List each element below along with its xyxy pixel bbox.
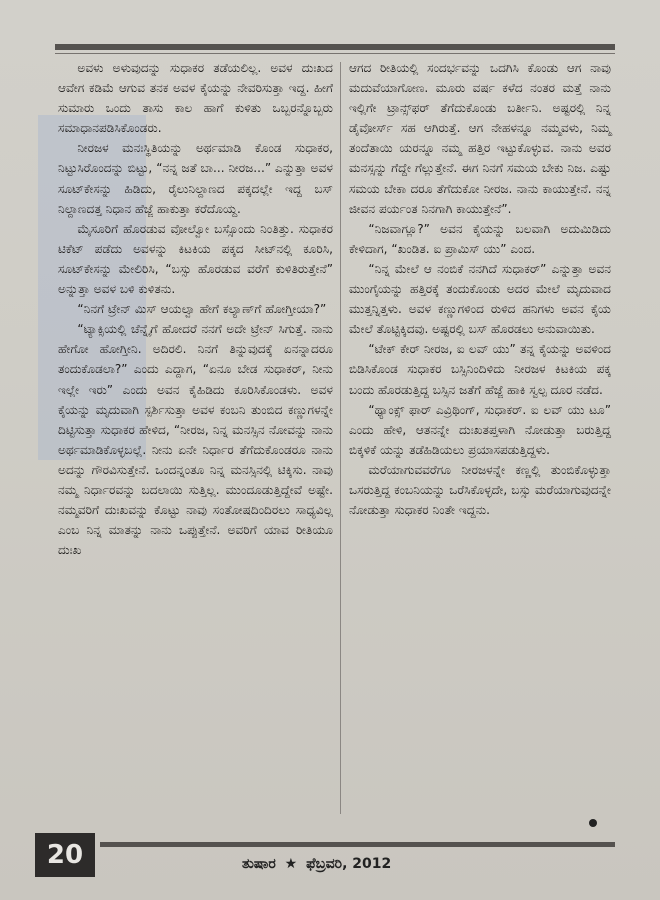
footer-line [242,856,395,872]
right-column [349,58,611,520]
paragraph: ಆಗದ ರೀತಿಯಲ್ಲಿ ಸಂದರ್ಭವನ್ನು ಒದಗಿಸಿ ಕೊಂಡು ಆಗ ನಾವು ಮದುವೆಯಾಗೋಣ. ಮೂರು ವರ್ಷ ಕಳೆದ ನಂತರ ಮತ್ತೆ ನಾನು ಇಲ್ಲಿಗೇ ಟ್ರಾನ್ಸ್‌ಫರ್ ತೆಗೆದುಕೊಂಡು ಬರ್ತೀನಿ. ಅಷ್ಟರಲ್ಲಿ ನಿನ್ನ ಡೈವೋರ್ಸ್ ಸಹ ಆಗಿರುತ್ತೆ. ಆಗ ನೇಹಳನ್ನೂ ನಮ್ಮವಳು, ನಿಮ್ಮ ತಂದೆತಾಯಿ ಯರನ್ನೂ ನಮ್ಮ ಹತ್ತಿರ ಇಟ್ಟುಕೊಳ್ಳುವ. ನಾನು ಅವರ ಮನಸ್ಸನ್ನು ಗೆದ್ದೇ ಗೆಲ್ಲುತ್ತೇನೆ. ಈಗ ನಿನಗೆ ಸಮಯ ಬೇಕು ನಿಜ. ಎಷ್ಟು ಸಮಯ ಬೇಕಾ ದರೂ ತೆಗೆದುಕೋ ನೀರಜ. ನಾನು ಕಾಯುತ್ತೇನೆ. ನನ್ನ ಜೀವನ ಪರ್ಯಂತ ನಿನಗಾಗಿ ಕಾಯುತ್ತೇನೆ”. [349,61,611,216]
paragraph: ಮೈಸೂರಿಗೆ ಹೊರಡುವ ವೋಲ್ವೋ ಬಸ್ಸೊಂದು ನಿಂತಿತ್ತು. ಸುಧಾಕರ ಟಿಕೆಟ್ ಪಡೆದು ಅವಳನ್ನು ಕಿಟಕಿಯ ಪಕ್ಕದ ಸೀಟ್‌ನಲ್ಲಿ ಕೂರಿಸಿ, ಸೂಟ್‌ಕೇಸನ್ನು ಮೇಲಿರಿಸಿ, “ಬಸ್ಸು ಹೊರಡುವ ವರೆಗೆ ಕುಳಿತಿರುತ್ತೇನೆ” ಅನ್ನುತ್ತಾ ಅವಳ ಬಳಿ ಕುಳಿತನು. [58,221,333,297]
page-number: 20 [35,833,95,877]
paragraph: “ನಿನಗೆ ಟ್ರೇನ್ ಮಿಸ್ ಆಯಲ್ವಾ ಹೇಗೆ ಕಲ್ಯಾಣ್‌ಗೆ ಹೋಗ್ತೀಯಾ?” [77,302,327,317]
end-of-story-bullet [589,819,597,827]
top-rule [55,44,615,50]
paragraph: “ನಿಜವಾಗ್ಲೂ?” ಅವನ ಕೈಯನ್ನು ಬಲವಾಗಿ ಅದುಮಿಡಿದು ಕೇಳಿದಾಗ, “ಖಂಡಿತ. ಐ ಪ್ರಾಮಿಸ್ ಯು” ಎಂದ. [349,221,611,256]
issue-date: ಫೆಬ್ರವರಿ, 2012 [306,856,392,872]
paragraph: ಮರೆಯಾಗುವವರೆಗೂ ನೀರಜಳನ್ನೇ ಕಣ್ಣಲ್ಲಿ ತುಂಬಿಕೊಳ್ಳುತ್ತಾ ಒಸರುತ್ತಿದ್ದ ಕಂಬನಿಯನ್ನು ಒರೆಸಿಕೊಳ್ಳದೇ, ಬಸ್ಸು ಮರೆಯಾಗುವುದನ್ನೇ ನೋಡುತ್ತಾ ಸುಧಾಕರ ನಿಂತೇ ಇದ್ದನು. [349,462,611,518]
paragraph: “ಟೇಕ್ ಕೇರ್ ನೀರಜ, ಐ ಲವ್ ಯು” ತನ್ನ ಕೈಯನ್ನು ಅವಳಿಂದ ಬಿಡಿಸಿಕೊಂಡ ಸುಧಾಕರ ಬಸ್ಸಿನಿಂದಿಳಿದು ನೀರಜಳ ಕಿಟಕಿಯ ಪಕ್ಕ ಬಂದು ಹೊರಡುತ್ತಿದ್ದ ಬಸ್ಸಿನ ಜತೆಗೆ ಹೆಜ್ಜೆ ಹಾಕಿ ಸ್ವಲ್ಪ ದೂರ ನಡೆದ. [349,342,611,397]
paragraph: “ನಿನ್ನ ಮೇಲೆ ಆ ನಂಬಿಕೆ ನನಗಿದೆ ಸುಧಾಕರ್” ಎನ್ನುತ್ತಾ ಅವನ ಮುಂಗೈಯನ್ನು ಹತ್ತಿರಕ್ಕೆ ತಂದುಕೊಂಡು ಅದರ ಮೇಲೆ ಮೃದುವಾದ ಮುತ್ತನ್ನಿತ್ತಳು. ಅವಳ ಕಣ್ಣುಗಳಿಂದ ರುಳಿದ ಹನಿಗಳು ಅವನ ಕೈಯ ಮೇಲೆ ತೊಟ್ಟಿಕ್ಕಿದವು. ಅಷ್ಟರಲ್ಲಿ ಬಸ್ ಹೊರಡಲು ಅನುವಾಯಿತು. [349,261,611,337]
top-rule-thin [55,53,615,54]
paragraph: “ಟ್ಯಾಕ್ಸಿಯಲ್ಲಿ ಚೆನ್ನೈಗೆ ಹೋದರೆ ನನಗೆ ಅದೇ ಟ್ರೇನ್ ಸಿಗುತ್ತೆ. ನಾನು ಹೇಗೋ ಹೋಗ್ತೀನಿ. ಅದಿರಲಿ. ನಿನಗೆ ತಿನ್ನುವುದಕ್ಕೆ ಏನನ್ನಾದರೂ ತಂದುಕೊಡಲಾ?” ಎಂದು ಎದ್ದಾಗ, “ಏನೂ ಬೇಡ ಸುಧಾಕರ್, ನೀನು ಇಲ್ಲೇ ಇರು” ಎಂದು ಅವನ ಕೈಹಿಡಿದು ಕೂರಿಸಿಕೊಂಡಳು. ಅವಳ ಕೈಯನ್ನು ಮೃದುವಾಗಿ ಸ್ಪರ್ಶಿಸುತ್ತಾ ಅವಳ ಕಂಬನಿ ತುಂಬಿದ ಕಣ್ಣುಗಳನ್ನೇ ದಿಟ್ಟಿಸುತ್ತಾ ಸುಧಾಕರ ಹೇಳಿದ, “ನೀರಜ, ನಿನ್ನ ಮನಸ್ಸಿನ ನೋವನ್ನು ನಾನು ಅರ್ಥಮಾಡಿಕೊಳ್ಳಬಲ್ಲೆ. ನೀನು ಏನೇ ನಿರ್ಧಾರ ತೆಗೆದುಕೊಂಡರೂ ನಾನು ಅದನ್ನು ಗೌರವಿಸುತ್ತೇನೆ. ಒಂದನ್ನಂತೂ ನಿನ್ನ ಮನಸ್ಸಿನಲ್ಲಿ ಟಿಕ್ಕಿಸು. ನಾವು ನಮ್ಮ ನಿರ್ಧಾರವನ್ನು ಬದಲಾಯಿ ಸುತ್ತಿಲ್ಲ. ಮುಂದೂಡುತ್ತಿದ್ದೇವೆ ಅಷ್ಟೇ. ನಮ್ಮವರಿಗೆ ದುಃಖವನ್ನು ಕೊಟ್ಟು ನಾವು ಸಂತೋಷದಿಂದಿರಲು ಸಾಧ್ಯವಿಲ್ಲ ಎಂಬ ನಿನ್ನ ಮಾತನ್ನು ನಾನು ಒಪ್ಪುತ್ತೇನೆ. ಅವರಿಗೆ ಯಾವ ರೀತಿಯೂ ದುಃಖ [58,322,333,558]
star-separator: ★ [284,856,298,872]
left-column [58,58,333,560]
column-divider [340,62,341,814]
paragraph: ಅವಳು ಅಳುವುದನ್ನು ಸುಧಾಕರ ತಡೆಯಲಿಲ್ಲ. ಅವಳ ದುಃಖದ ಆವೇಗ ಕಡಿಮೆ ಆಗುವ ತನಕ ಅವಳ ಕೈಯನ್ನು ನೇವರಿಸುತ್ತಾ ಇದ್ದ. ಹೀಗೆ ಸುಮಾರು ಒಂದು ತಾಸು ಕಾಲ ಹಾಗೆ ಕುಳಿತು ಒಬ್ಬರನ್ನೊಬ್ಬರು ಸಮಾಧಾನಪಡಿಸಿಕೊಂಡರು. [58,61,333,136]
bottom-rule [100,842,615,847]
magazine-name: ತುಷಾರ [242,856,276,872]
paragraph: ನೀರಜಳ ಮನಃಸ್ಥಿತಿಯನ್ನು ಅರ್ಥಮಾಡಿ ಕೊಂಡ ಸುಧಾಕರ, ನಿಟ್ಟುಸಿರೊಂದನ್ನು ಬಿಟ್ಟು, “ನನ್ನ ಜತೆ ಬಾ... ನೀರಜ...” ಎನ್ನುತ್ತಾ ಅವಳ ಸೂಟ್‌ಕೇಸನ್ನು ಹಿಡಿದು, ರೈಲುನಿಲ್ದಾಣದ ಪಕ್ಕದಲ್ಲೇ ಇದ್ದ ಬಸ್ ನಿಲ್ದಾಣದತ್ತ ನಿಧಾನ ಹೆಜ್ಜೆ ಹಾಕುತ್ತಾ ಕರೆದೊಯ್ದ. [58,141,333,216]
paragraph: “ಥ್ಯಾಂಕ್ಸ್ ಫಾರ್ ಎವ್ರಿಥಿಂಗ್, ಸುಧಾಕರ್. ಐ ಲವ್ ಯು ಟೂ” ಎಂದು ಹೇಳಿ, ಆತನನ್ನೇ ದುಃಖತಪ್ತಳಾಗಿ ನೋಡುತ್ತಾ ಬರುತ್ತಿದ್ದ ಬಿಕ್ಕಳಿಕೆ ಯನ್ನು ತಡೆಹಿಡಿಯಲು ಪ್ರಯಾಸಪಡುತ್ತಿದ್ದಳು. [349,402,611,457]
